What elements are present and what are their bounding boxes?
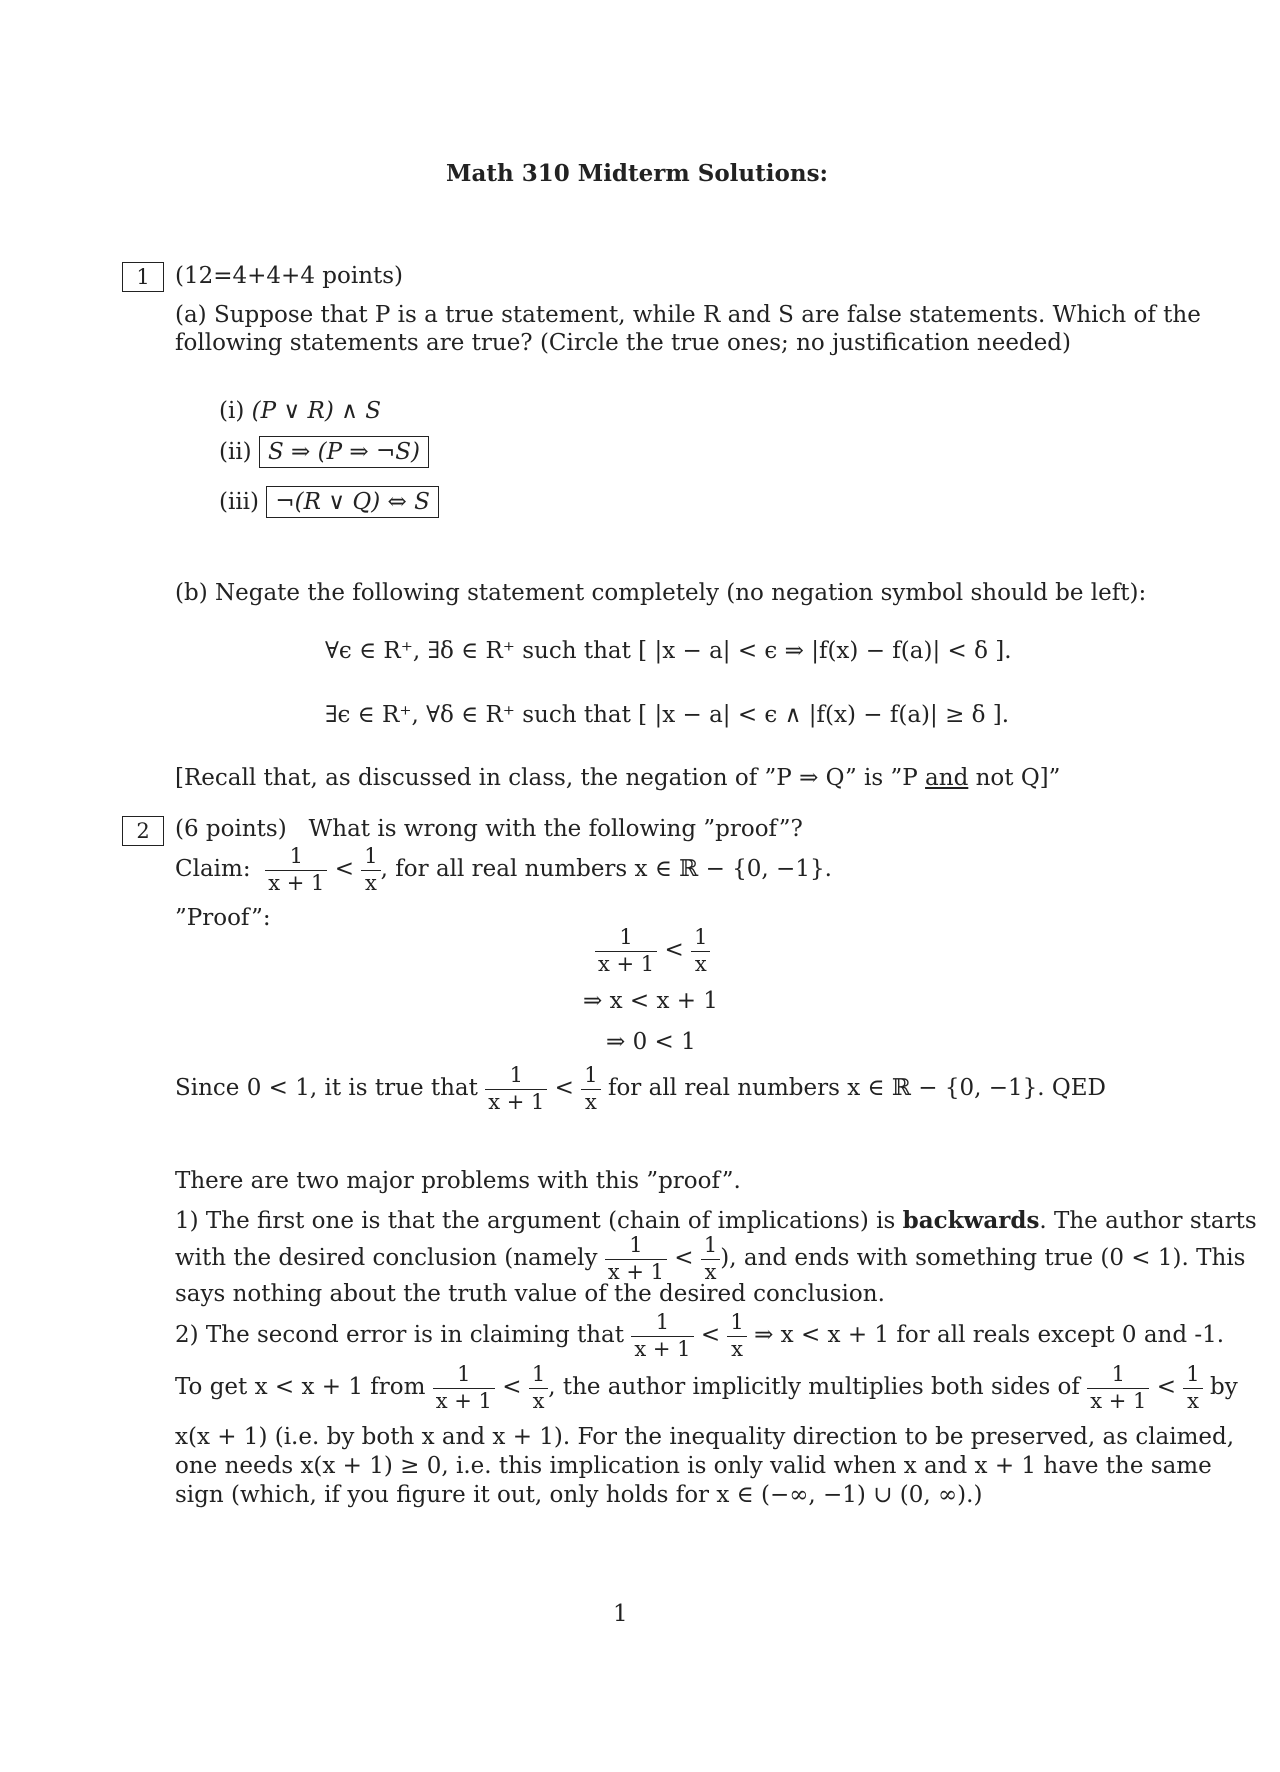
fraction-1-over-x-plus-1: $\frac{1}{x + 1}$ [595,927,657,975]
p1-l2-post: ), and ends with something true (0 < 1). This [720,1245,1246,1271]
fraction-1-over-x-plus-1: $\frac{1}{x + 1}$ [265,846,327,894]
less-than: < [700,1322,721,1348]
p2-l1-post: ⇒ x < x + 1 for all reals except 0 and -1. [754,1322,1225,1348]
fraction-1-over-x-plus-1: $\frac{1}{x + 1}$ [631,1312,693,1360]
item-i-expression: (P ∨ R) ∧ S [251,398,382,424]
q1-points: (12=4+4+4 points) [175,263,404,289]
answer-p1-line-1 [175,1209,1257,1233]
fraction-1-over-x: $\frac{1}{x}$ [361,846,380,894]
claim-tail: , for all real numbers x ∈ ℝ − {0, −1}. [380,856,832,882]
proof-step-1 [595,927,710,975]
fraction-1-over-x: $\frac{1}{x}$ [1183,1364,1202,1412]
p2-l2-post: by [1209,1374,1238,1400]
since-post: for all real numbers x ∈ ℝ − {0, −1}. QED [607,1075,1106,1101]
answer-p2-line-1 [175,1312,1224,1360]
p1-bold-backwards: backwards [902,1207,1040,1234]
less-than: < [554,1075,574,1101]
answer-intro: There are two major problems with this ”proof”. [175,1168,741,1194]
answer-p2-line-2 [175,1364,1238,1412]
q2-claim [175,846,832,894]
proof-step-3: ⇒ 0 < 1 [606,1029,696,1055]
question-number-2: 2 [122,816,164,846]
p2-l1-pre: 2) The second error is in claiming that [175,1322,625,1348]
since-pre: Since 0 < 1, it is true that [175,1075,478,1101]
q1b-recall-note [175,767,1060,790]
question-number-1: 1 [122,262,164,292]
fraction-1-over-x-plus-1: $\frac{1}{x + 1}$ [485,1065,547,1113]
answer-p2-line-5: sign (which, if you figure it out, only holds for x ∈ (−∞, −1) ∪ (0, ∞).) [175,1482,983,1508]
less-than: < [674,1245,694,1271]
answer-p1-line-2 [175,1235,1245,1283]
proof-label: ”Proof”: [175,905,271,931]
p2-l2-mid: , the author implicitly multiplies both sides of [548,1374,1080,1400]
p1-text-post: . The author starts [1039,1208,1257,1234]
item-ii-boxed-answer: S ⇒ (P ⇒ ¬S) [259,436,429,468]
q1a-line-2: following statements are true? (Circle the true ones; no justification needed) [175,330,1072,356]
item-iii-boxed-answer: ¬(R ∨ Q) ⇔ S [266,486,439,518]
answer-p1-line-3: says nothing about the truth value of the desired conclusion. [175,1281,885,1307]
claim-label: Claim: [175,856,251,882]
item-ii-label: (ii) [219,439,252,465]
fraction-1-over-x: $\frac{1}{x}$ [727,1312,746,1360]
q1b-prompt: (b) Negate the following statement completely (no negation symbol should be left): [175,580,1147,606]
q1a-item-iii [219,491,439,514]
q2-question: What is wrong with the following ”proof”? [308,816,803,842]
fraction-1-over-x: $\frac{1}{x}$ [701,1235,720,1283]
recall-post: not Q]” [968,765,1061,791]
p1-text-pre: 1) The first one is that the argument (chain of implications) is [175,1208,903,1234]
q1b-negation-answer: ∃ϵ ∈ R⁺, ∀δ ∈ R⁺ such that [ |x − a| < ϵ ∧ |f(x) − f(a)| ≥ δ ]. [325,702,1010,728]
less-than: < [1156,1374,1176,1400]
recall-pre: [Recall that, as discussed in class, the negation of ”P ⇒ Q” is ”P [175,765,926,791]
q2-header [175,818,803,841]
less-than: < [664,937,684,963]
p2-l2-pre: To get x < x + 1 from [175,1374,426,1400]
q2-points: (6 points) [175,816,287,842]
q1a-line-1: (a) Suppose that P is a true statement, while R and S are false statements. Which of the [175,302,1201,328]
less-than: < [334,856,354,882]
answer-p2-line-4: one needs x(x + 1) ≥ 0, i.e. this implication is only valid when x and x + 1 have the same [175,1453,1212,1479]
item-iii-label: (iii) [219,489,260,515]
p1-l2-pre: with the desired conclusion (namely [175,1245,598,1271]
fraction-1-over-x-plus-1: $\frac{1}{x + 1}$ [1087,1364,1149,1412]
answer-p2-line-3: x(x + 1) (i.e. by both x and x + 1). For the inequality direction to be preserved, as claimed, [175,1424,1235,1450]
less-than: < [502,1374,522,1400]
fraction-1-over-x-plus-1: $\frac{1}{x + 1}$ [433,1364,495,1412]
q1a-item-i [219,400,381,423]
page-number: 1 [613,1601,628,1627]
proof-conclusion [175,1065,1106,1113]
page-title: Math 310 Midterm Solutions: [446,160,829,187]
item-i-label: (i) [219,398,245,424]
proof-step-2: ⇒ x < x + 1 [583,988,718,1014]
q1a-item-ii [219,441,429,464]
fraction-1-over-x: $\frac{1}{x}$ [529,1364,548,1412]
fraction-1-over-x-plus-1: $\frac{1}{x + 1}$ [605,1235,667,1283]
fraction-1-over-x: $\frac{1}{x}$ [691,927,710,975]
fraction-1-over-x: $\frac{1}{x}$ [581,1065,600,1113]
q1b-statement: ∀ϵ ∈ R⁺, ∃δ ∈ R⁺ such that [ |x − a| < ϵ ⇒ |f(x) − f(a)| < δ ]. [325,638,1012,664]
recall-and-underlined: and [925,765,969,791]
